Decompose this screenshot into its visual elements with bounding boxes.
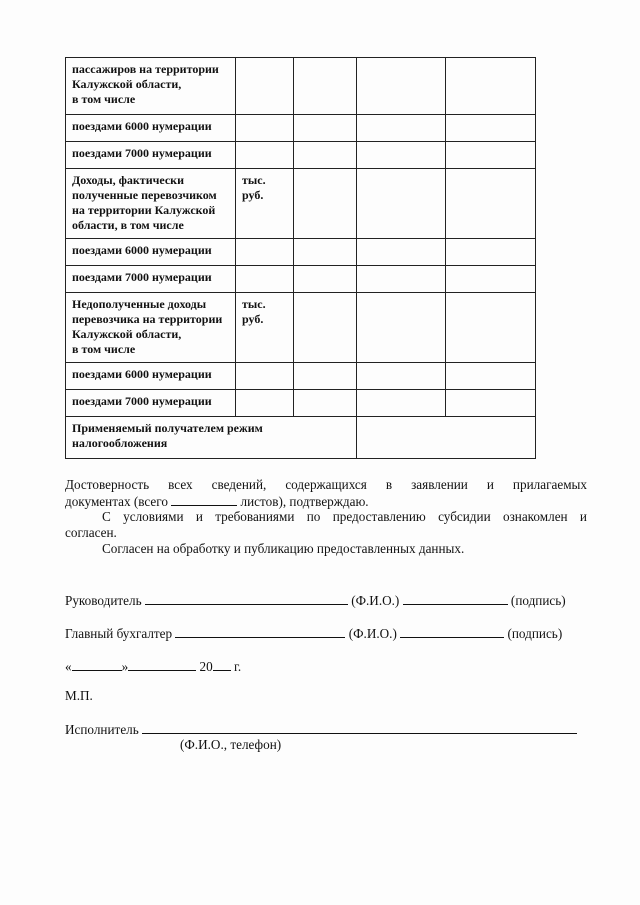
value-cell[interactable] bbox=[294, 293, 357, 363]
tax-regime-row bbox=[66, 417, 536, 459]
value-cell[interactable] bbox=[294, 115, 357, 142]
docs-count-prefix: документах (всего bbox=[65, 494, 168, 509]
accountant-fio-field[interactable] bbox=[175, 624, 345, 638]
value-cell[interactable] bbox=[357, 363, 446, 390]
row-unit: тыс. руб. bbox=[236, 293, 294, 363]
consent-text: Согласен на обработку и публикацию предоставленных данных. bbox=[102, 541, 465, 556]
year-suffix: г. bbox=[233, 659, 242, 674]
accountant-signature-row bbox=[65, 624, 562, 642]
value-cell[interactable] bbox=[294, 239, 357, 266]
date-open-quote: « bbox=[65, 659, 72, 674]
value-cell[interactable] bbox=[446, 266, 536, 293]
table-row bbox=[66, 169, 536, 239]
accountant-label: Главный бухгалтер bbox=[65, 626, 173, 641]
row-label: поездами 7000 нумерации bbox=[66, 142, 236, 169]
value-cell[interactable] bbox=[446, 115, 536, 142]
row-label: поездами 6000 нумерации bbox=[66, 239, 236, 266]
value-cell[interactable] bbox=[294, 266, 357, 293]
value-cell[interactable] bbox=[446, 363, 536, 390]
head-signature-hint: (подпись) bbox=[510, 593, 566, 608]
date-year-field[interactable] bbox=[213, 657, 231, 671]
date-row bbox=[65, 657, 241, 675]
data-table bbox=[65, 57, 536, 459]
value-cell[interactable] bbox=[446, 239, 536, 266]
value-cell[interactable] bbox=[357, 239, 446, 266]
accountant-fio-hint: (Ф.И.О.) bbox=[348, 626, 397, 641]
date-day-field[interactable] bbox=[72, 657, 122, 671]
value-cell[interactable] bbox=[357, 293, 446, 363]
value-cell[interactable] bbox=[357, 115, 446, 142]
row-label: поездами 7000 нумерации bbox=[66, 390, 236, 417]
tax-regime-value[interactable] bbox=[357, 417, 536, 459]
head-signature-row bbox=[65, 591, 566, 609]
value-cell[interactable] bbox=[357, 169, 446, 239]
row-label: Доходы, фактически полученные перевозчиком на территории Калужской области, в том числе bbox=[66, 169, 236, 239]
date-month-field[interactable] bbox=[128, 657, 196, 671]
value-cell[interactable] bbox=[446, 293, 536, 363]
executor-label: Исполнитель bbox=[65, 722, 139, 737]
table-row bbox=[66, 142, 536, 169]
value-cell[interactable] bbox=[294, 58, 357, 115]
executor-field[interactable] bbox=[142, 720, 577, 734]
table-row bbox=[66, 239, 536, 266]
row-label: поездами 6000 нумерации bbox=[66, 115, 236, 142]
table-row bbox=[66, 293, 536, 363]
row-unit bbox=[236, 115, 294, 142]
conditions-line-2: согласен. bbox=[65, 525, 117, 540]
row-unit bbox=[236, 266, 294, 293]
head-fio-hint: (Ф.И.О.) bbox=[351, 593, 400, 608]
table-row bbox=[66, 266, 536, 293]
executor-hint: (Ф.И.О., телефон) bbox=[180, 737, 282, 752]
value-cell[interactable] bbox=[294, 169, 357, 239]
table-row bbox=[66, 58, 536, 115]
reliability-line-1: Достоверность всех сведений, содержащихся в заявлении и прилагаемых bbox=[65, 477, 587, 492]
value-cell[interactable] bbox=[357, 58, 446, 115]
row-label: поездами 7000 нумерации bbox=[66, 266, 236, 293]
value-cell[interactable] bbox=[446, 390, 536, 417]
accountant-signature-hint: (подпись) bbox=[507, 626, 563, 641]
row-unit: тыс. руб. bbox=[236, 169, 294, 239]
row-label: поездами 6000 нумерации bbox=[66, 363, 236, 390]
value-cell[interactable] bbox=[446, 169, 536, 239]
docs-count-field[interactable] bbox=[171, 492, 237, 506]
date-close-quote: » bbox=[121, 659, 129, 674]
row-unit bbox=[236, 142, 294, 169]
row-unit bbox=[236, 390, 294, 417]
stamp-place: М.П. bbox=[65, 688, 93, 703]
table-row bbox=[66, 115, 536, 142]
conditions-line-1: С условиями и требованиями по предоставлению субсидии ознакомлен и bbox=[102, 509, 587, 524]
row-unit bbox=[236, 239, 294, 266]
row-label: Недополученные доходы перевозчика на территории Калужской области, в том числе bbox=[66, 293, 236, 363]
tax-regime-label: Применяемый получателем режим налогообложения bbox=[66, 417, 357, 459]
row-label: пассажиров на территории Калужской области, в том числе bbox=[66, 58, 236, 115]
executor-row bbox=[65, 720, 577, 738]
value-cell[interactable] bbox=[294, 363, 357, 390]
table-row bbox=[66, 363, 536, 390]
value-cell[interactable] bbox=[446, 58, 536, 115]
value-cell[interactable] bbox=[357, 390, 446, 417]
head-signature-field[interactable] bbox=[403, 591, 508, 605]
value-cell[interactable] bbox=[357, 266, 446, 293]
docs-count-suffix: листов), подтверждаю. bbox=[240, 494, 369, 509]
row-unit bbox=[236, 58, 294, 115]
head-fio-field[interactable] bbox=[145, 591, 348, 605]
row-unit bbox=[236, 363, 294, 390]
year-prefix: 20 bbox=[199, 659, 213, 674]
table-row bbox=[66, 390, 536, 417]
head-label: Руководитель bbox=[65, 593, 142, 608]
value-cell[interactable] bbox=[294, 390, 357, 417]
value-cell[interactable] bbox=[446, 142, 536, 169]
accountant-signature-field[interactable] bbox=[400, 624, 504, 638]
value-cell[interactable] bbox=[357, 142, 446, 169]
value-cell[interactable] bbox=[294, 142, 357, 169]
